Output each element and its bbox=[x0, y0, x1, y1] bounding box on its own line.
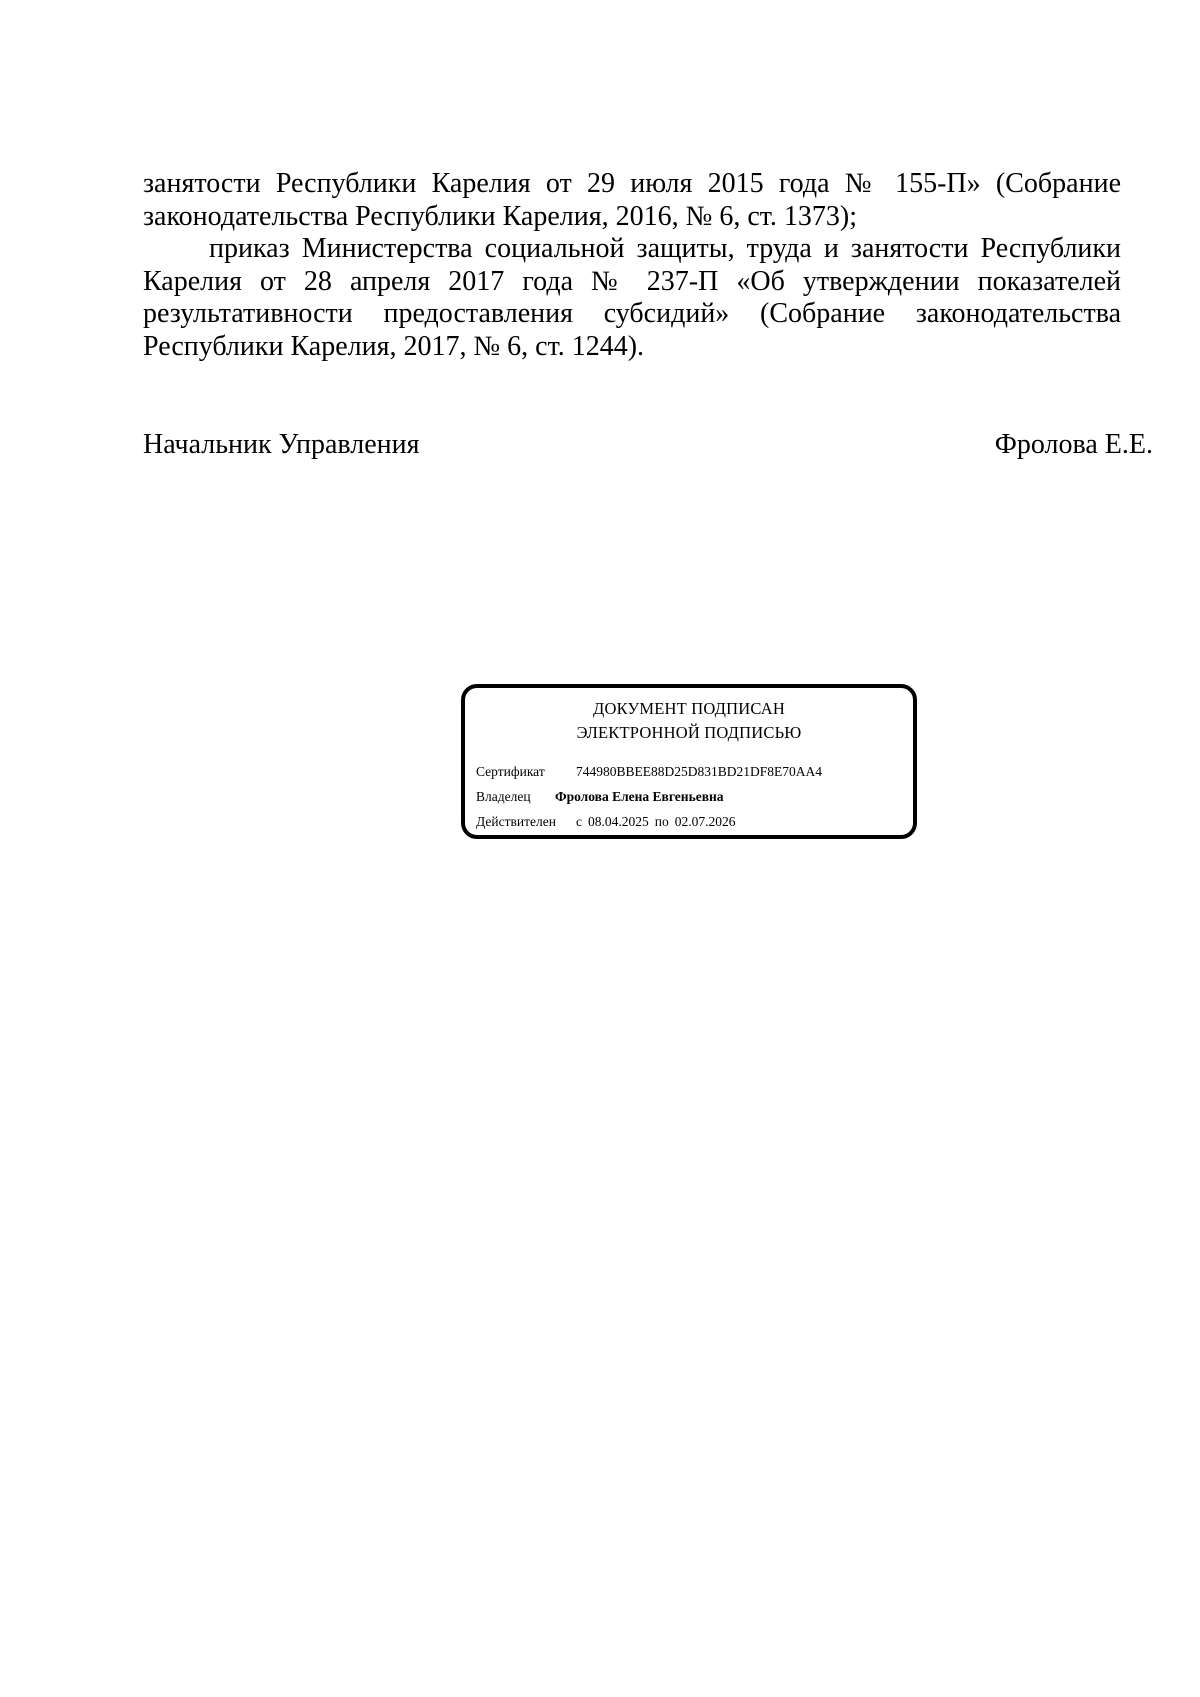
valid-from-date: 08.04.2025 bbox=[588, 814, 649, 829]
stamp-owner-row bbox=[476, 788, 724, 806]
owner-label: Владелец bbox=[476, 789, 531, 804]
certificate-value: 744980BBEE88D25D831BD21DF8E70AA4 bbox=[576, 764, 823, 779]
valid-to-prefix: по bbox=[654, 814, 669, 829]
valid-from-prefix: с bbox=[576, 814, 582, 829]
valid-label: Действителен bbox=[476, 814, 556, 829]
valid-to-date: 02.07.2026 bbox=[674, 814, 736, 829]
stamp-title bbox=[465, 697, 913, 745]
paragraph-order-reference: приказ Министерства социальной защиты, труда и занятости Республики Карелия от 28 апреля 2017 года № 237-П «Об утверждении показателей результативности предоставления субсидий» (Собрание законодательства Республики Карелия, 2017, № 6, ст. 1244). bbox=[143, 233, 1121, 362]
paragraph-continuation: занятости Республики Карелия от 29 июля 2015 года № 155-П» (Собрание законодательства Республики Карелия, 2016, № 6, ст. 1373); bbox=[143, 168, 1121, 232]
signatory-position: Начальник Управления bbox=[143, 429, 420, 460]
stamp-title-line-2: ЭЛЕКТРОННОЙ ПОДПИСЬЮ bbox=[576, 723, 802, 742]
owner-value: Фролова Елена Евгеньевна bbox=[555, 789, 724, 804]
document-body bbox=[143, 168, 1121, 363]
stamp-validity-row bbox=[476, 813, 735, 831]
stamp-certificate-row bbox=[476, 763, 822, 781]
certificate-label: Сертификат bbox=[476, 764, 545, 779]
stamp-title-line-1: ДОКУМЕНТ ПОДПИСАН bbox=[593, 699, 785, 718]
signature-block bbox=[143, 429, 1153, 461]
signatory-name: Фролова Е.Е. bbox=[994, 429, 1153, 460]
electronic-signature-stamp bbox=[461, 684, 917, 839]
